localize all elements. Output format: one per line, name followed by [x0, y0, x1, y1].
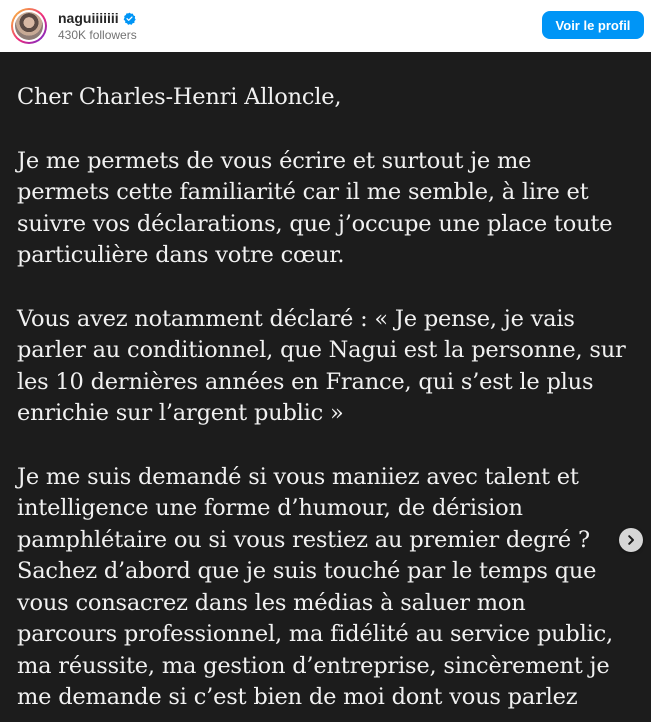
letter-line: parler au conditionnel, que Nagui est la personne, sur: [17, 337, 626, 363]
letter-line: ma réussite, ma gestion d’entreprise, sincèrement je: [17, 652, 610, 679]
avatar-photo: [15, 12, 43, 40]
letter-line: particulière dans votre cœur.: [17, 242, 345, 268]
letter-line: suivre vos déclarations, que j’occupe une place toute: [17, 210, 613, 237]
paragraph-gap: [17, 272, 647, 304]
letter-line: me demande si c’est bien de moi dont vous parlez: [17, 684, 578, 710]
letter-line: les 10 dernières années en France, qui s’est le plus: [17, 368, 594, 395]
paragraph-gap: [17, 114, 647, 146]
view-profile-button[interactable]: Voir le profil: [542, 11, 644, 39]
letter-paragraph: [17, 82, 647, 114]
letter-line: Je me permets de vous écrire et surtout je me: [17, 147, 532, 174]
paragraph-gap: [17, 430, 647, 462]
letter-line: pamphlétaire ou si vous restiez au premier degré ?: [17, 526, 590, 553]
next-slide-button[interactable]: [619, 528, 643, 552]
letter-line: enrichie sur l’argent public »: [17, 400, 344, 426]
letter-line: parcours professionnel, ma fidélité au service public,: [17, 621, 613, 647]
avatar[interactable]: [11, 8, 47, 44]
username-row: [58, 9, 136, 27]
letter-line: permets cette familiarité car il me semble, à lire et: [17, 179, 589, 205]
letter-line: intelligence une forme d’humour, de dérision: [17, 495, 523, 521]
letter-line: vous consacrez dans les médias à saluer mon: [17, 589, 526, 616]
username-link[interactable]: naguiiiiiii: [58, 10, 119, 26]
letter-paragraph: [17, 146, 647, 272]
followers-count: 430K followers: [58, 28, 137, 42]
letter-line: Cher Charles-Henri Alloncle,: [17, 84, 342, 110]
letter-line: Vous avez notamment déclaré : « Je pense, je vais: [17, 305, 575, 332]
post-header: [0, 0, 651, 52]
letter-paragraph: [17, 462, 647, 714]
avatar-ring: [13, 10, 45, 42]
letter-paragraph: [17, 304, 647, 430]
verified-badge-icon: [123, 12, 136, 25]
post-image: [0, 52, 651, 722]
letter-line: Je me suis demandé si vous maniiez avec talent et: [17, 463, 579, 490]
letter-line: Sachez d’abord que je suis touché par le temps que: [17, 558, 597, 584]
chevron-right-icon: [625, 534, 637, 546]
letter-text: [17, 82, 647, 714]
